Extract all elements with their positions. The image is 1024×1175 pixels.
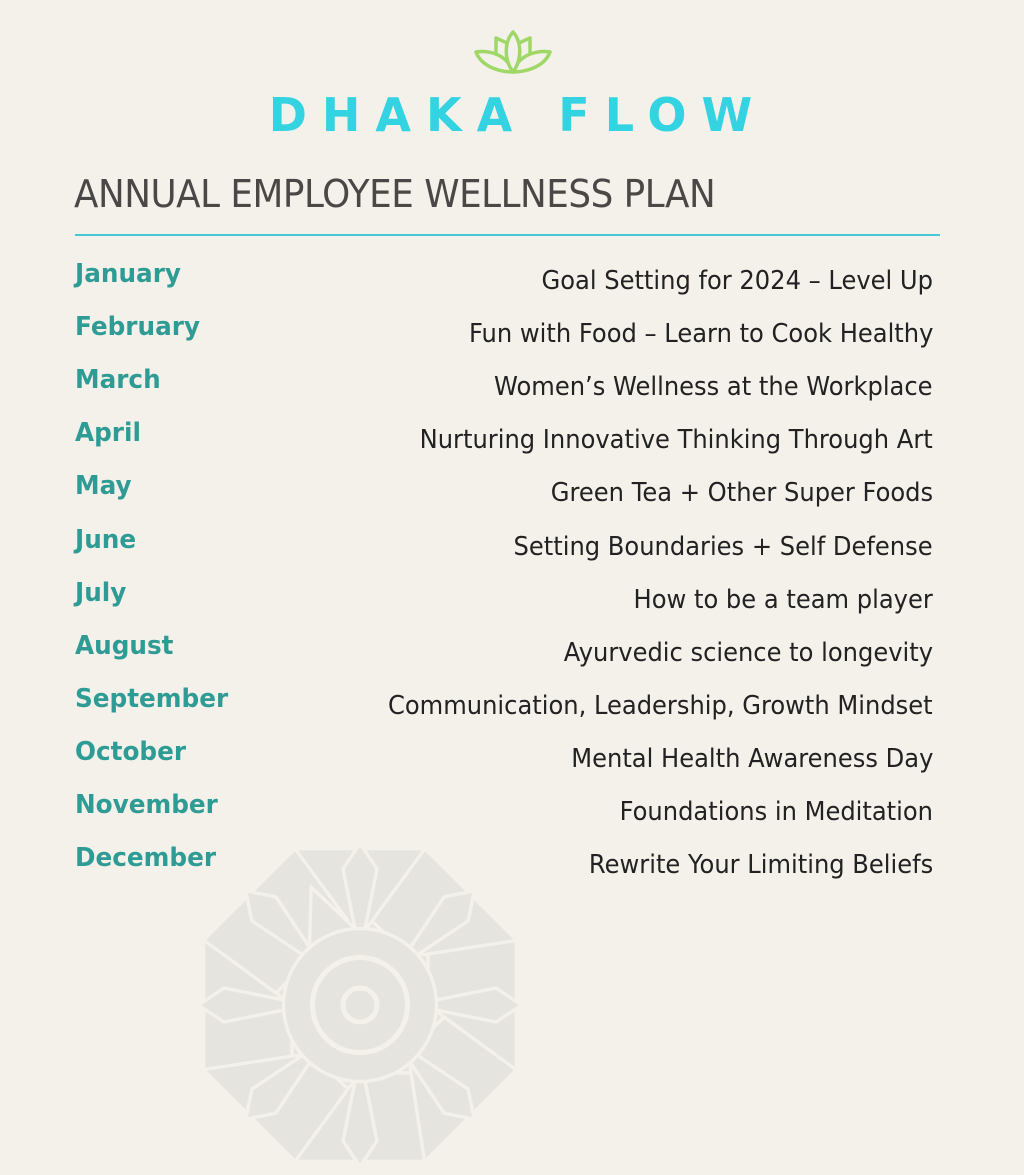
month-label: November xyxy=(75,790,218,820)
activity-label: Setting Boundaries + Self Defense xyxy=(513,531,933,562)
plan-row xyxy=(75,259,933,299)
month-label: March xyxy=(75,365,161,396)
month-label: December xyxy=(75,843,217,874)
month-label: October xyxy=(75,736,187,767)
activity-label: Communication, Leadership, Growth Mindset xyxy=(388,690,933,721)
plan-row xyxy=(75,418,933,458)
plan-row xyxy=(75,684,933,724)
activity-label: Foundations in Meditation xyxy=(619,797,933,827)
month-label: January xyxy=(75,259,181,289)
plan-row xyxy=(75,525,933,565)
brand-name: DHAKA FLOW xyxy=(268,88,768,142)
activity-label: Rewrite Your Limiting Beliefs xyxy=(588,850,933,881)
plan-row xyxy=(75,737,933,777)
lotus-logo-icon xyxy=(474,28,552,76)
activity-label: Fun with Food – Learn to Cook Healthy xyxy=(468,319,933,350)
plan-row xyxy=(75,631,933,671)
plan-row xyxy=(75,471,933,511)
activity-label: Ayurvedic science to longevity xyxy=(563,637,933,668)
month-label: February xyxy=(75,312,201,343)
plan-row xyxy=(75,312,933,352)
month-label: August xyxy=(75,630,174,661)
month-label: June xyxy=(75,524,137,555)
activity-label: Nurturing Innovative Thinking Through Art xyxy=(419,425,933,456)
activity-label: Mental Health Awareness Day xyxy=(570,743,933,774)
month-label: May xyxy=(75,471,132,502)
mandala-watermark-icon xyxy=(190,835,530,1175)
activity-label: Women’s Wellness at the Workplace xyxy=(494,372,933,403)
plan-row xyxy=(75,578,933,618)
plan-row xyxy=(75,365,933,405)
plan-row xyxy=(75,843,933,883)
month-label: April xyxy=(75,418,141,449)
plan-row xyxy=(75,790,933,830)
title-divider xyxy=(75,234,940,236)
activity-label: Goal Setting for 2024 – Level Up xyxy=(541,266,933,296)
month-label: July xyxy=(75,577,127,608)
page-title: ANNUAL EMPLOYEE WELLNESS PLAN xyxy=(74,172,716,216)
month-label: September xyxy=(75,683,229,714)
activity-label: How to be a team player xyxy=(633,584,933,615)
activity-label: Green Tea + Other Super Foods xyxy=(550,478,933,509)
